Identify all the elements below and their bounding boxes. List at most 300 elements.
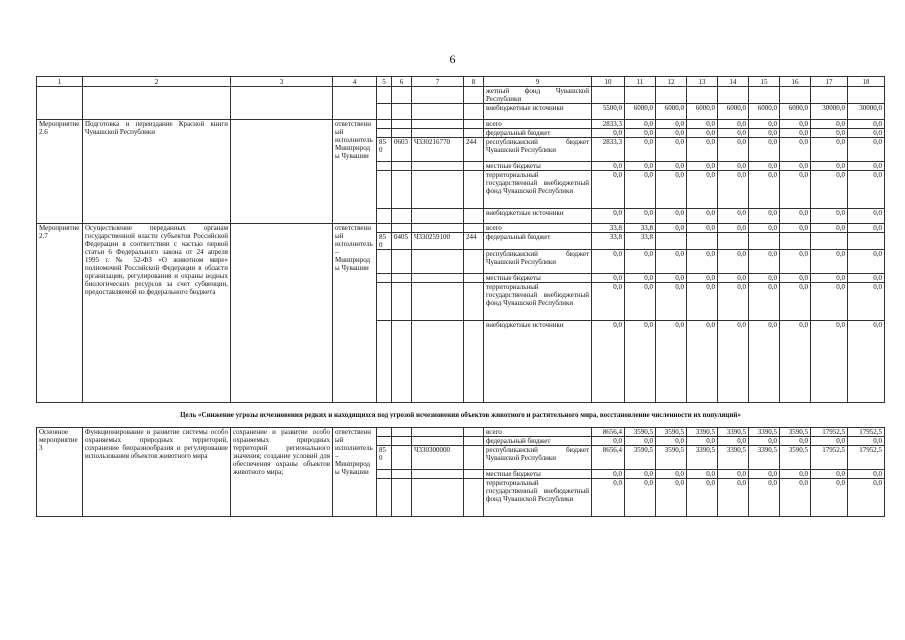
table-cell [392, 274, 412, 283]
table-cell [377, 250, 392, 274]
amount-cell: 0,0 [625, 162, 656, 171]
column-header: 17 [811, 77, 848, 87]
amount-cell: 0,0 [718, 437, 749, 446]
amount-cell: 0,0 [625, 437, 656, 446]
amount-cell [811, 87, 848, 104]
table-cell [392, 120, 412, 129]
amount-cell: 0,0 [687, 209, 718, 224]
table-cell [464, 162, 484, 171]
amount-cell: 0,0 [848, 283, 885, 321]
funding-source: федеральный бюджет [484, 437, 592, 446]
amount-cell: 3590,5 [656, 428, 687, 437]
amount-cell: 0,0 [718, 479, 749, 517]
table-cell [392, 129, 412, 138]
table-cell [392, 283, 412, 321]
amount-cell: 0,0 [592, 437, 625, 446]
amount-cell [780, 87, 811, 104]
goal-row [37, 403, 885, 428]
table-cell [392, 428, 412, 437]
table-cell [412, 120, 464, 129]
amount-cell: 0,0 [656, 274, 687, 283]
amount-cell: 0,0 [625, 138, 656, 162]
measure-task: сохранение и развитие особо охраняемых природных территорий регионального значения; создание условий для обеспечения охраны объектов животного мира; [231, 428, 333, 517]
amount-cell [848, 233, 885, 250]
amount-cell: 30000,0 [811, 104, 848, 120]
amount-cell: 0,0 [625, 274, 656, 283]
amount-cell: 17952,5 [811, 446, 848, 470]
amount-cell: 0,0 [718, 470, 749, 479]
funding-source: республиканский бюджет Чувашской Республики [484, 250, 592, 274]
table-cell [392, 171, 412, 209]
amount-cell: 0,0 [625, 479, 656, 517]
amount-cell: 6000,0 [718, 104, 749, 120]
amount-cell [687, 87, 718, 104]
amount-cell: 0,0 [749, 479, 780, 517]
table-cell [392, 162, 412, 171]
amount-cell: 0,0 [687, 274, 718, 283]
column-header: 12 [656, 77, 687, 87]
table-cell [464, 104, 484, 120]
table-cell [464, 428, 484, 437]
amount-cell: 0,0 [811, 470, 848, 479]
column-header: 18 [848, 77, 885, 87]
measure-title: Подготовка и переиздание Красной книги Чувашской Республики [83, 120, 231, 224]
column-header: 5 [377, 77, 392, 87]
amount-cell: 0,0 [780, 224, 811, 233]
amount-cell: 0,0 [749, 250, 780, 274]
amount-cell: 0,0 [848, 129, 885, 138]
amount-cell: 0,0 [749, 274, 780, 283]
table-cell [412, 209, 464, 224]
amount-cell: 33,8 [625, 233, 656, 250]
column-header: 10 [592, 77, 625, 87]
amount-cell: 0,0 [625, 250, 656, 274]
funding-source: внебюджетные источники [484, 321, 592, 403]
code-type [464, 446, 484, 470]
amount-cell: 3390,5 [749, 446, 780, 470]
amount-cell: 8656,4 [592, 446, 625, 470]
amount-cell: 0,0 [811, 274, 848, 283]
amount-cell: 0,0 [718, 120, 749, 129]
amount-cell: 0,0 [780, 479, 811, 517]
amount-cell: 0,0 [625, 470, 656, 479]
amount-cell: 0,0 [687, 437, 718, 446]
responsible-executor: ответственный исполнитель – Минприроды Чувашии [333, 428, 377, 517]
amount-cell: 33,8 [625, 224, 656, 233]
table-cell [464, 250, 484, 274]
code-target: Ч330216770 [412, 138, 464, 162]
amount-cell: 0,0 [848, 138, 885, 162]
amount-cell [656, 233, 687, 250]
amount-cell: 0,0 [592, 283, 625, 321]
amount-cell: 0,0 [718, 138, 749, 162]
table-cell [392, 470, 412, 479]
amount-cell [718, 233, 749, 250]
amount-cell: 0,0 [687, 129, 718, 138]
amount-cell: 0,0 [848, 209, 885, 224]
responsible-executor: ответственный исполнитель – Минприроды Чувашии [333, 224, 377, 403]
amount-cell: 3390,5 [687, 428, 718, 437]
amount-cell: 0,0 [687, 171, 718, 209]
table-cell [464, 274, 484, 283]
amount-cell: 0,0 [749, 437, 780, 446]
amount-cell: 3390,5 [687, 446, 718, 470]
amount-cell: 0,0 [811, 224, 848, 233]
amount-cell: 0,0 [718, 129, 749, 138]
table-cell [392, 479, 412, 517]
amount-cell: 6000,0 [656, 104, 687, 120]
table-row [37, 87, 885, 104]
code-target: Ч330300000 [412, 446, 464, 470]
amount-cell: 0,0 [656, 120, 687, 129]
funding-source: внебюджетные источники [484, 209, 592, 224]
amount-cell: 0,0 [625, 120, 656, 129]
column-header: 9 [484, 77, 592, 87]
table-cell [392, 437, 412, 446]
code-target: Ч330259100 [412, 233, 464, 250]
amount-cell: 0,0 [749, 209, 780, 224]
column-header: 3 [231, 77, 333, 87]
column-header: 15 [749, 77, 780, 87]
measure-task [231, 120, 333, 224]
amount-cell: 0,0 [749, 224, 780, 233]
amount-cell: 0,0 [811, 171, 848, 209]
funding-source: территориальный государственный внебюджетный фонд Чувашской Республики [484, 171, 592, 209]
table-cell [412, 479, 464, 517]
table-cell [392, 250, 412, 274]
amount-cell: 17952,5 [848, 428, 885, 437]
amount-cell: 0,0 [656, 138, 687, 162]
amount-cell: 0,0 [811, 437, 848, 446]
amount-cell: 5500,0 [592, 104, 625, 120]
amount-cell: 17952,5 [811, 428, 848, 437]
amount-cell: 0,0 [718, 283, 749, 321]
amount-cell: 0,0 [625, 321, 656, 403]
column-header: 13 [687, 77, 718, 87]
amount-cell: 0,0 [718, 162, 749, 171]
column-header: 2 [83, 77, 231, 87]
funding-source: федеральный бюджет [484, 129, 592, 138]
amount-cell: 3590,5 [625, 428, 656, 437]
amount-cell: 0,0 [592, 162, 625, 171]
amount-cell: 33,8 [592, 233, 625, 250]
amount-cell [811, 233, 848, 250]
amount-cell: 0,0 [718, 224, 749, 233]
amount-cell: 0,0 [592, 479, 625, 517]
amount-cell: 0,0 [592, 274, 625, 283]
table-cell [464, 129, 484, 138]
amount-cell [848, 87, 885, 104]
amount-cell: 0,0 [780, 250, 811, 274]
amount-cell: 0,0 [848, 224, 885, 233]
table-cell [377, 283, 392, 321]
table-cell [377, 428, 392, 437]
amount-cell: 3390,5 [718, 446, 749, 470]
amount-cell: 0,0 [625, 129, 656, 138]
amount-cell: 0,0 [780, 138, 811, 162]
measure-code: Мероприятие 2.7 [37, 224, 83, 403]
amount-cell: 0,0 [780, 321, 811, 403]
table-cell [464, 479, 484, 517]
amount-cell: 0,0 [780, 171, 811, 209]
amount-cell: 0,0 [656, 321, 687, 403]
table-cell [412, 224, 464, 233]
amount-cell: 6000,0 [687, 104, 718, 120]
amount-cell: 0,0 [780, 283, 811, 321]
table-cell [83, 87, 231, 120]
amount-cell: 3590,5 [656, 446, 687, 470]
amount-cell: 0,0 [656, 283, 687, 321]
amount-cell: 0,0 [749, 129, 780, 138]
funding-source: республиканский бюджет Чувашской Республики [484, 446, 592, 470]
amount-cell: 0,0 [656, 129, 687, 138]
code-grbs: 850 [377, 233, 392, 250]
amount-cell: 0,0 [811, 129, 848, 138]
table-cell [377, 87, 392, 104]
amount-cell: 17952,5 [848, 446, 885, 470]
amount-cell: 0,0 [749, 162, 780, 171]
amount-cell: 0,0 [848, 171, 885, 209]
code-section: 0405 [392, 233, 412, 250]
amount-cell [718, 87, 749, 104]
amount-cell: 0,0 [625, 283, 656, 321]
amount-cell: 0,0 [749, 321, 780, 403]
table-cell [392, 209, 412, 224]
table-cell [392, 321, 412, 403]
amount-cell: 0,0 [848, 321, 885, 403]
amount-cell: 0,0 [592, 171, 625, 209]
amount-cell: 3590,5 [780, 428, 811, 437]
amount-cell: 0,0 [749, 470, 780, 479]
funding-source: местные бюджеты [484, 274, 592, 283]
funding-source: республиканский бюджет Чувашской Республики [484, 138, 592, 162]
table-cell [377, 224, 392, 233]
table-cell [464, 120, 484, 129]
goal-heading: Цель «Снижение угрозы исчезновения редких и находящихся под угрозой исчезновения объектов животного и растительного мира, восстановление численности их популяций» [37, 403, 885, 428]
amount-cell: 0,0 [780, 120, 811, 129]
table-cell [392, 104, 412, 120]
table-cell [377, 162, 392, 171]
table-cell [464, 171, 484, 209]
amount-cell: 0,0 [811, 120, 848, 129]
amount-cell: 0,0 [811, 162, 848, 171]
funding-source: всего [484, 120, 592, 129]
amount-cell: 0,0 [687, 321, 718, 403]
table-cell [464, 470, 484, 479]
page-number: 6 [449, 52, 456, 66]
funding-source: местные бюджеты [484, 470, 592, 479]
amount-cell: 6000,0 [625, 104, 656, 120]
table-cell [464, 87, 484, 104]
table-cell [392, 87, 412, 104]
funding-source: всего [484, 428, 592, 437]
column-header: 16 [780, 77, 811, 87]
amount-cell: 0,0 [625, 171, 656, 209]
table-cell [464, 437, 484, 446]
amount-cell: 0,0 [656, 162, 687, 171]
table-row [37, 224, 885, 233]
amount-cell: 0,0 [848, 479, 885, 517]
amount-cell: 0,0 [718, 171, 749, 209]
amount-cell: 0,0 [848, 120, 885, 129]
budget-table [36, 76, 885, 517]
amount-cell: 0,0 [656, 470, 687, 479]
amount-cell: 6000,0 [780, 104, 811, 120]
table-cell [377, 120, 392, 129]
amount-cell: 0,0 [592, 129, 625, 138]
column-header: 4 [333, 77, 377, 87]
amount-cell: 0,0 [848, 437, 885, 446]
table-cell [412, 283, 464, 321]
amount-cell: 0,0 [656, 224, 687, 233]
table-cell [392, 224, 412, 233]
funding-source: жетный фонд Чувашской Республики [484, 87, 592, 104]
table-cell [412, 437, 464, 446]
amount-cell: 0,0 [780, 437, 811, 446]
amount-cell: 0,0 [592, 321, 625, 403]
amount-cell: 0,0 [811, 321, 848, 403]
amount-cell: 0,0 [592, 250, 625, 274]
table-cell [412, 321, 464, 403]
amount-cell: 0,0 [687, 224, 718, 233]
amount-cell: 0,0 [848, 250, 885, 274]
funding-source: местные бюджеты [484, 162, 592, 171]
amount-cell: 0,0 [780, 162, 811, 171]
amount-cell: 0,0 [718, 209, 749, 224]
amount-cell [780, 233, 811, 250]
amount-cell: 0,0 [687, 138, 718, 162]
amount-cell: 0,0 [780, 274, 811, 283]
table-cell [377, 470, 392, 479]
amount-cell: 0,0 [780, 129, 811, 138]
measure-code: Основное мероприятие 3 [37, 428, 83, 517]
column-header: 11 [625, 77, 656, 87]
table-cell [412, 104, 464, 120]
amount-cell: 30000,0 [848, 104, 885, 120]
amount-cell [625, 87, 656, 104]
column-header: 1 [37, 77, 83, 87]
amount-cell: 0,0 [687, 120, 718, 129]
measure-title: Осуществление переданных органам государственной власти субъектов Российской Федерации в соответствии с частью первой статьи 6 Федерального закона от 24 апреля 1995 г. № 52-ФЗ «О животном мире» полномочий Российской Федерации в области организации, регулирования и охраны водных биологических ресурсов за счет субвенции, предоставляемой из федерального бюджета [83, 224, 231, 403]
amount-cell: 3590,5 [780, 446, 811, 470]
funding-source: всего [484, 224, 592, 233]
amount-cell: 0,0 [687, 250, 718, 274]
funding-source: территориальный государственный внебюджетный фонд Чувашской Республики [484, 479, 592, 517]
code-grbs: 850 [377, 138, 392, 162]
amount-cell: 0,0 [592, 209, 625, 224]
amount-cell: 0,0 [780, 470, 811, 479]
table-cell [464, 321, 484, 403]
table-cell [412, 171, 464, 209]
amount-cell: 0,0 [718, 250, 749, 274]
amount-cell: 8656,4 [592, 428, 625, 437]
amount-cell: 0,0 [780, 209, 811, 224]
table-cell [464, 283, 484, 321]
amount-cell: 0,0 [848, 470, 885, 479]
column-header: 6 [392, 77, 412, 87]
column-header: 7 [412, 77, 464, 87]
amount-cell: 0,0 [687, 283, 718, 321]
amount-cell: 2833,3 [592, 138, 625, 162]
amount-cell: 33,8 [592, 224, 625, 233]
amount-cell: 0,0 [811, 138, 848, 162]
measure-task [231, 224, 333, 403]
amount-cell: 0,0 [592, 470, 625, 479]
table-cell [412, 129, 464, 138]
table-cell [464, 209, 484, 224]
amount-cell [656, 87, 687, 104]
table-cell [412, 162, 464, 171]
table-cell [412, 428, 464, 437]
amount-cell: 0,0 [656, 209, 687, 224]
column-header: 14 [718, 77, 749, 87]
amount-cell: 0,0 [811, 250, 848, 274]
table-cell [377, 274, 392, 283]
amount-cell: 0,0 [848, 274, 885, 283]
table-cell [377, 209, 392, 224]
amount-cell: 0,0 [749, 283, 780, 321]
amount-cell: 2833,3 [592, 120, 625, 129]
amount-cell: 0,0 [718, 321, 749, 403]
amount-cell: 0,0 [848, 162, 885, 171]
code-type: 244 [464, 138, 484, 162]
code-section: 0603 [392, 138, 412, 162]
amount-cell: 0,0 [811, 283, 848, 321]
table-cell [412, 87, 464, 104]
amount-cell: 0,0 [811, 479, 848, 517]
amount-cell: 0,0 [811, 209, 848, 224]
table-cell [377, 479, 392, 517]
column-header: 8 [464, 77, 484, 87]
amount-cell: 0,0 [656, 250, 687, 274]
table-cell [377, 104, 392, 120]
funding-source: территориальный государственный внебюджетный фонд Чувашской Республики [484, 283, 592, 321]
code-section [392, 446, 412, 470]
table-cell [37, 87, 83, 120]
amount-cell: 3390,5 [718, 428, 749, 437]
code-grbs: 850 [377, 446, 392, 470]
measure-title: Функционирование и развитие системы особо охраняемых природных территорий, сохранение биоразнообразия и регулирование использования объектов животного мира [83, 428, 231, 517]
table-row [37, 120, 885, 129]
amount-cell [749, 233, 780, 250]
table-cell [231, 87, 333, 120]
table-cell [377, 437, 392, 446]
header-row [37, 77, 885, 87]
table-cell [412, 250, 464, 274]
funding-source: федеральный бюджет [484, 233, 592, 250]
amount-cell: 0,0 [656, 171, 687, 209]
amount-cell: 6000,0 [749, 104, 780, 120]
amount-cell: 0,0 [625, 209, 656, 224]
amount-cell [687, 233, 718, 250]
table-cell [464, 224, 484, 233]
table-cell [377, 321, 392, 403]
table-cell [377, 171, 392, 209]
responsible-executor: ответственный исполнитель Минприроды Чувашии [333, 120, 377, 224]
table-row [37, 428, 885, 437]
amount-cell: 0,0 [687, 470, 718, 479]
amount-cell: 3590,5 [625, 446, 656, 470]
funding-source: внебюджетные источники [484, 104, 592, 120]
table-cell [333, 87, 377, 120]
code-type: 244 [464, 233, 484, 250]
amount-cell: 0,0 [718, 274, 749, 283]
amount-cell: 0,0 [749, 120, 780, 129]
amount-cell: 0,0 [656, 437, 687, 446]
amount-cell: 0,0 [656, 479, 687, 517]
table-cell [412, 274, 464, 283]
amount-cell: 0,0 [749, 138, 780, 162]
